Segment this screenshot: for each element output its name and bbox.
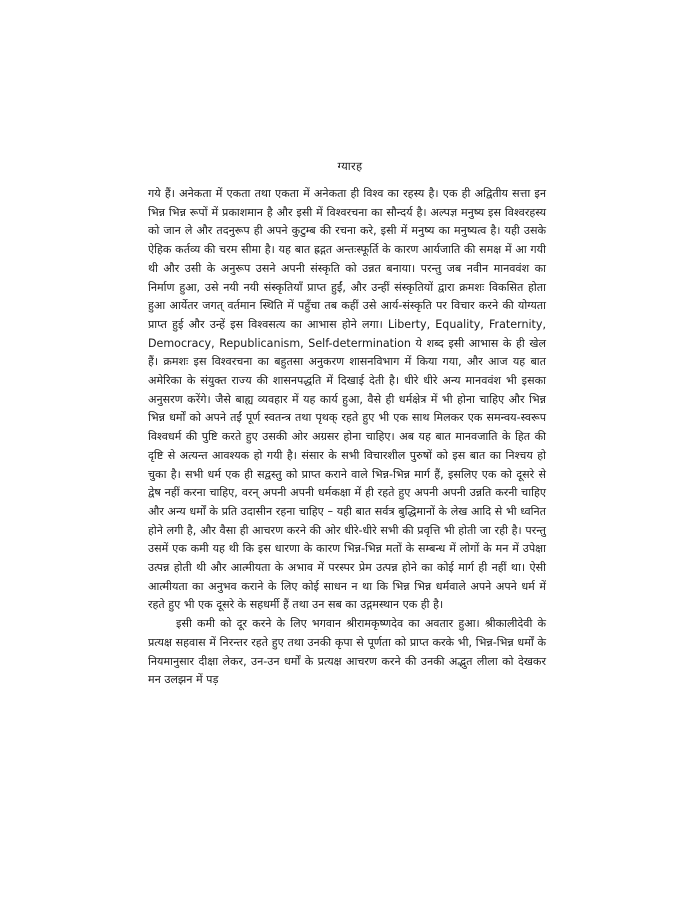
- page-header: ग्यारह: [337, 159, 363, 173]
- body-text: [148, 185, 546, 690]
- paragraph: गये हैं। अनेकता में एकता तथा एकता में अनेकता ही विश्व का रहस्य है। एक ही अद्वितीय सत्ता इन भिन्न भिन्न रूपों में प्रकाशमान है और इसी में विश्वरचना का सौन्दर्य है। अल्पज्ञ मनुष्य इस विश्वरहस्य को जान ले और तदनुरूप ही अपने कुटुम्ब की रचना करे, इसी में मनुष्य का मनुष्यत्व है। यही उसके ऐहिक कर्तव्य की चरम सीमा है। यह बात ह्रद्गत अन्तःस्फूर्ति के कारण आर्यजाति की समक्ष में आ गयी थी और उसी के अनुरूप उसने अपनी संस्कृति को उन्नत बनाया। परन्तु जब नवीन मानववंश का निर्माण हुआ, उसे नयी नयी संस्कृतियाँ प्राप्त हुईं, और उन्हीं संस्कृतियों द्वारा क्रमशः विकसित होता हुआ आर्येतर जगत् वर्तमान स्थिति में पहुँचा तब कहीं उसे आर्य-संस्कृति पर विचार करने की योग्यता प्राप्त हुई और उन्हें इस विश्वसत्य का आभास होने लगा। Liberty, Equality, Fraternity, Democracy, Republicanism, Self-determination ये शब्द इसी आभास के ही खेल हैं। क्रमशः इस विश्वरचना का बहुतसा अनुकरण शासनविभाग में किया गया, और आज यह बात अमेरिका के संयुक्त राज्य की शासनपद्धति में दिखाई देती है। धीरे धीरे अन्य मानववंश भी इसका अनुसरण करेंगे। जैसे बाह्य व्यवहार में यह कार्य हुआ, वैसे ही धर्मक्षेत्र में भी होना चाहिए और भिन्न भिन्न धर्मों को अपने तईं पूर्ण स्वतन्त्र तथा पृथक् रहते हुए भी एक साथ मिलकर एक समन्वय-स्वरूप विश्वधर्म की पुष्टि करते हुए उसकी ओर अग्रसर होना चाहिए। अब यह बात मानवजाति के हित की दृष्टि से अत्यन्त आवश्यक हो गयी है। संसार के सभी विचारशील पुरुषों को इस बात का निश्चय हो चुका है। सभी धर्म एक ही सद्वस्तु को प्राप्त कराने वाले भिन्न-भिन्न मार्ग हैं, इसलिए एक को दूसरे से द्वेष नहीं करना चाहिए, वरन् अपनी अपनी धर्मकक्षा में ही रहते हुए अपनी अपनी उन्नति करनी चाहिए और अन्य धर्मों के प्रति उदासीन रहना चाहिए – यही बात सर्वत्र बुद्धिमानों के लेख आदि से भी ध्वनित होने लगी है, और वैसा ही आचरण करने की ओर धीरे-धीरे सभी की प्रवृत्ति भी होती जा रही है। परन्तु उसमें एक कमी यह थी कि इस धारणा के कारण भिन्न-भिन्न मतों के सम्बन्ध में लोगों के मन में उपेक्षा उत्पन्न होती थी और आत्मीयता के अभाव में परस्पर प्रेम उत्पन्न होने का कोई मार्ग ही नहीं था। ऐसी आत्मीयता का अनुभव कराने के लिए कोई साधन न था कि भिन्न भिन्न धर्मवाले अपने अपने धर्म में रहते हुए भी एक दूसरे के सहधर्मी हैं तथा उन सब का उद्गमस्थान एक ही है।: [148, 187, 546, 612]
- paragraph: इसी कमी को दूर करने के लिए भगवान श्रीरामकृष्णदेव का अवतार हुआ। श्रीकालीदेवी के प्रत्यक्ष सहवास में निरन्तर रहते हुए तथा उनकी कृपा से पूर्णता को प्राप्त करके भी, भिन्न-भिन्न धर्मों के नियमानुसार दीक्षा लेकर, उन-उन धर्मों के प्रत्यक्ष आचरण करने की उनकी अद्भुत लीला को देखकर मन उलझन में पड़: [148, 617, 546, 687]
